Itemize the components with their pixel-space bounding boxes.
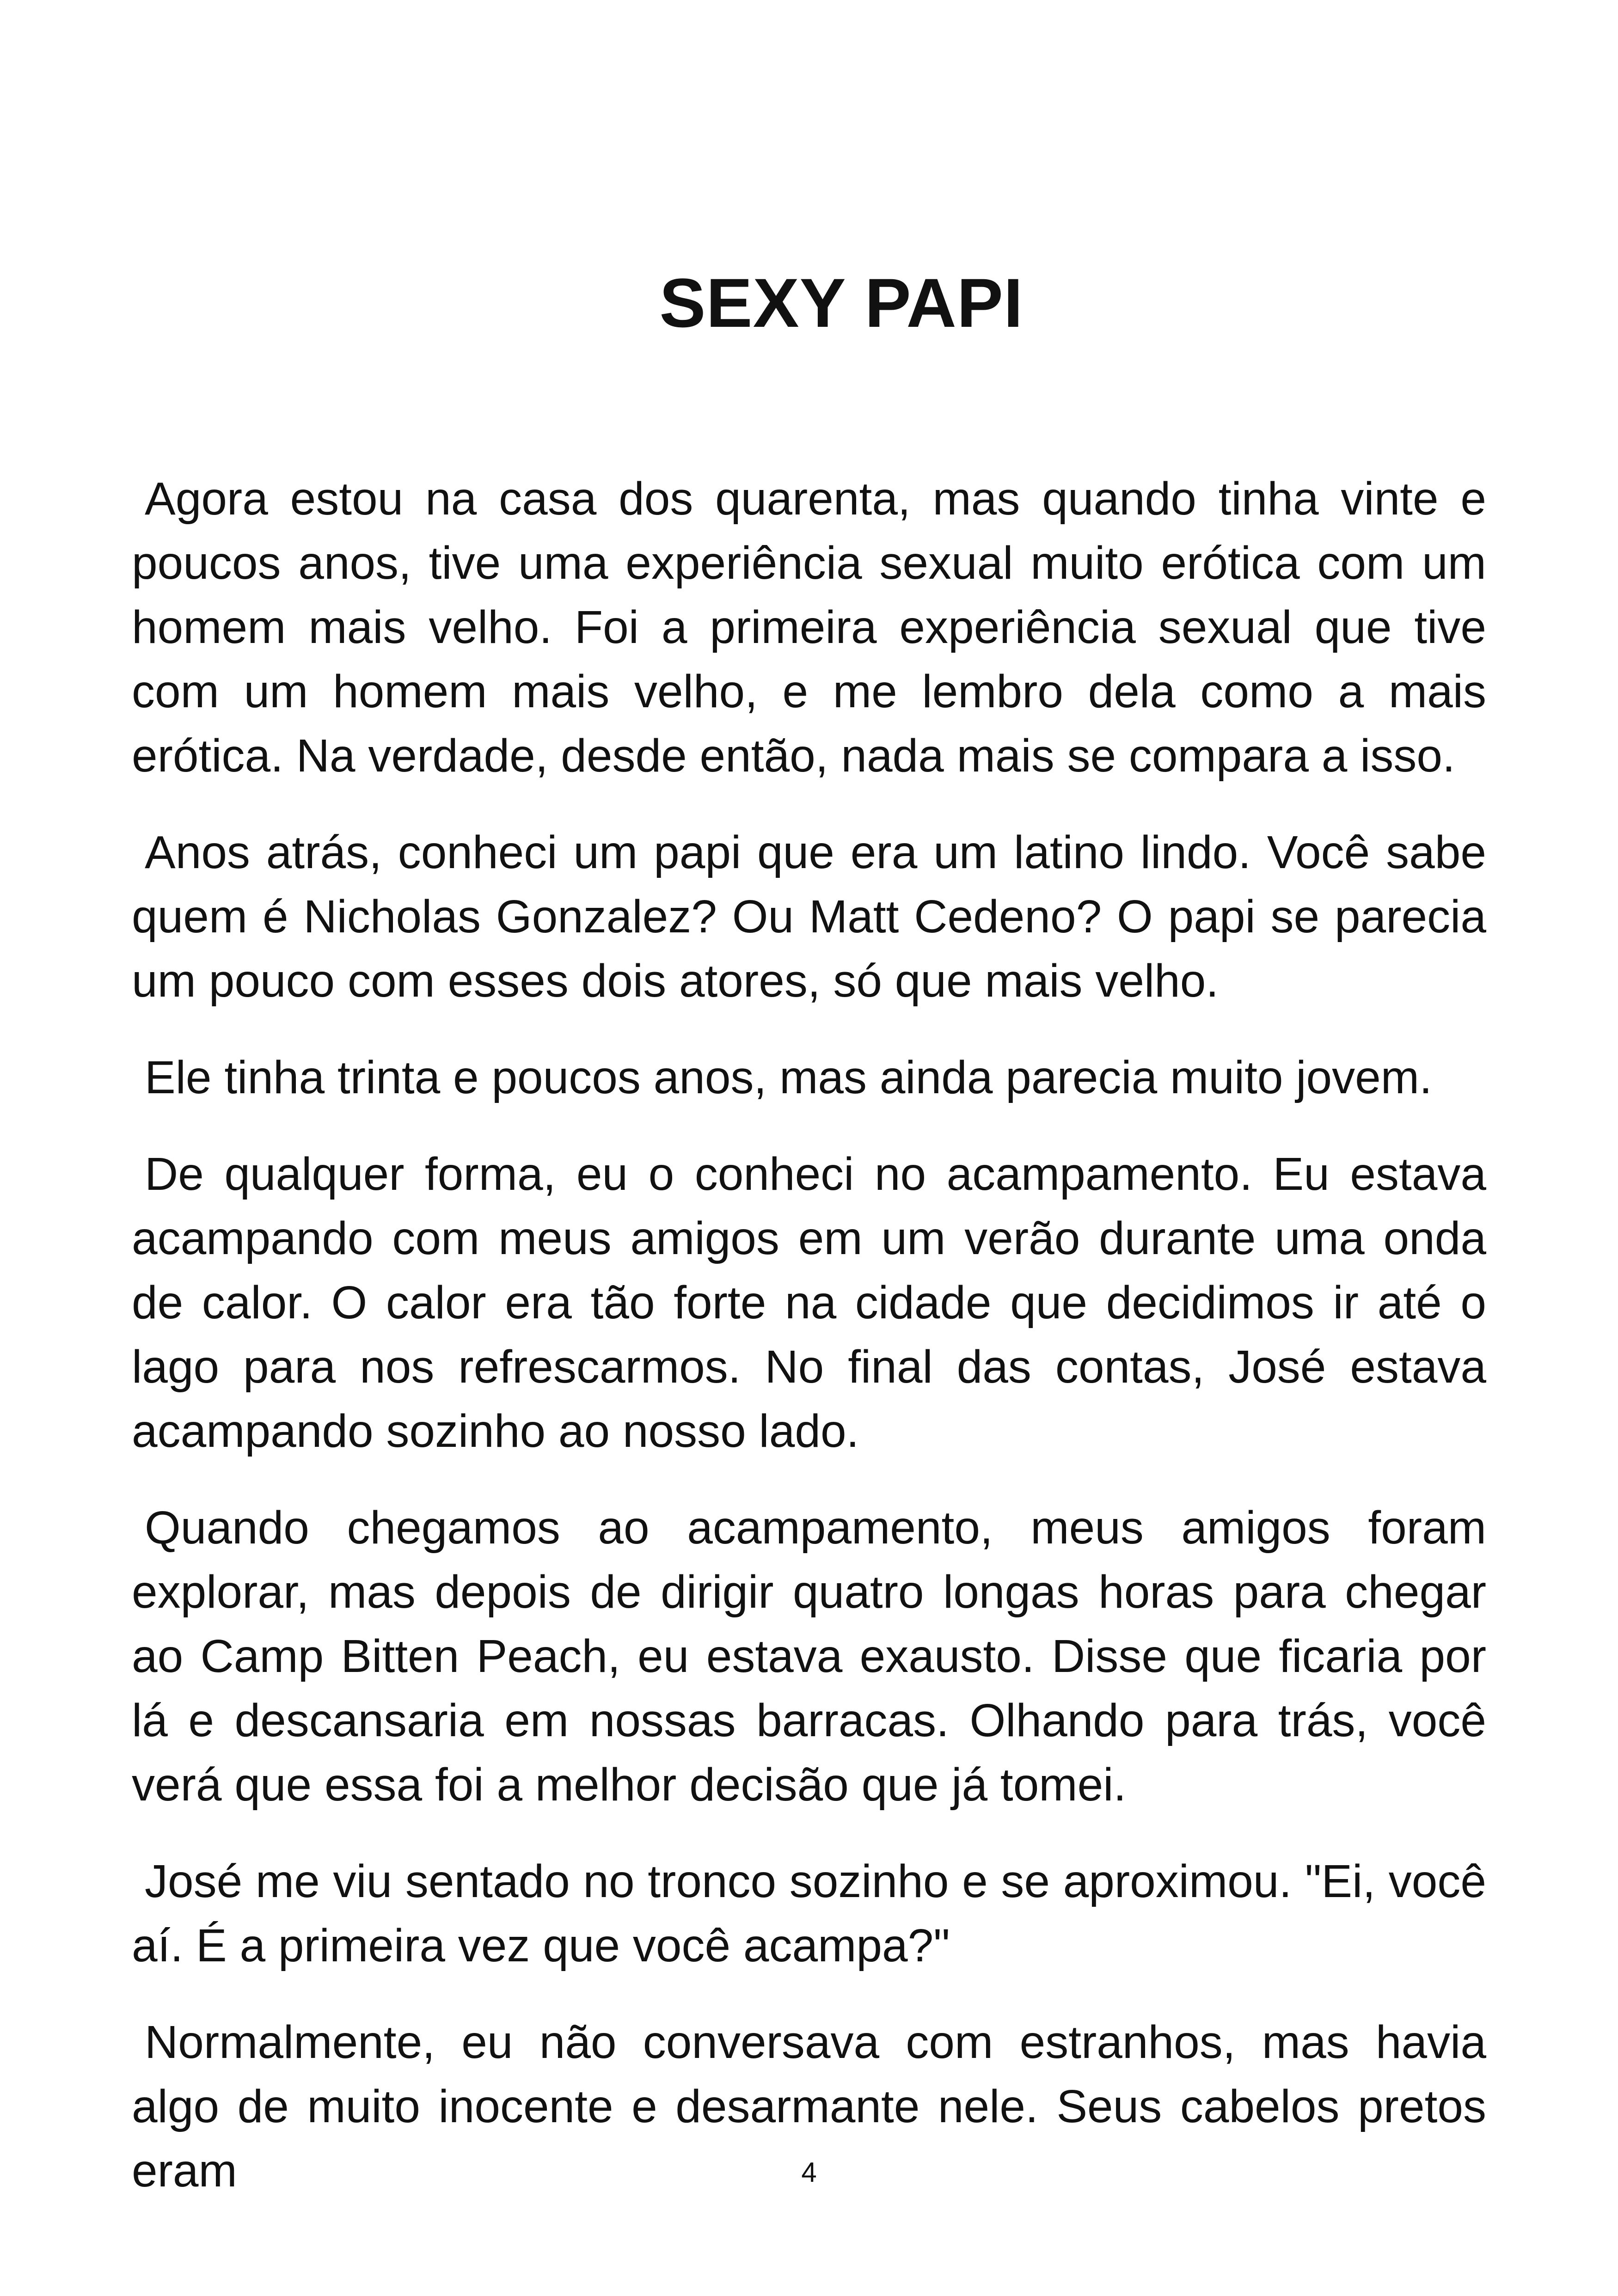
- paragraph-3: Ele tinha trinta e poucos anos, mas ainda parecia muito jovem.: [145, 1052, 1432, 1103]
- paragraph-1: Agora estou na casa dos quarenta, mas quando tinha vinte e poucos anos, tive uma experiência sexual muito erótica com um homem mais velho. Foi a primeira experiência sexual que tive com um homem mais velho, e me lembro dela como a mais erótica. Na verdade, desde então, nada mais se compara a isso.: [132, 473, 1486, 782]
- paragraph-7: Normalmente, eu não conversava com estranhos, mas havia algo de muito inocente e desarmante nele. Seus cabelos pretos eram: [132, 2016, 1486, 2197]
- page-title: SEXY PAPI: [659, 264, 1024, 342]
- page-number: 4: [801, 2157, 817, 2188]
- paragraph-2: Anos atrás, conheci um papi que era um latino lindo. Você sabe quem é Nicholas Gonzalez? Ou Matt Cedeno? O papi se parecia um pouco com esses dois atores, só que mais velho.: [132, 827, 1486, 1007]
- body-text: [132, 467, 1486, 2235]
- paragraph-6: José me viu sentado no tronco sozinho e se aproximou. "Ei, você aí. É a primeira vez que você acampa?": [132, 1855, 1486, 1971]
- paragraph-4: De qualquer forma, eu o conheci no acampamento. Eu estava acampando com meus amigos em um verão durante uma onda de calor. O calor era tão forte na cidade que decidimos ir até o lago para nos refrescarmos. No final das contas, José estava acampando sozinho ao nosso lado.: [132, 1148, 1486, 1457]
- paragraph-5: Quando chegamos ao acampamento, meus amigos foram explorar, mas depois de dirigir quatro longas horas para chegar ao Camp Bitten Peach, eu estava exausto. Disse que ficaria por lá e descansaria em nossas barracas. Olhando para trás, você verá que essa foi a melhor decisão que já tomei.: [132, 1502, 1486, 1811]
